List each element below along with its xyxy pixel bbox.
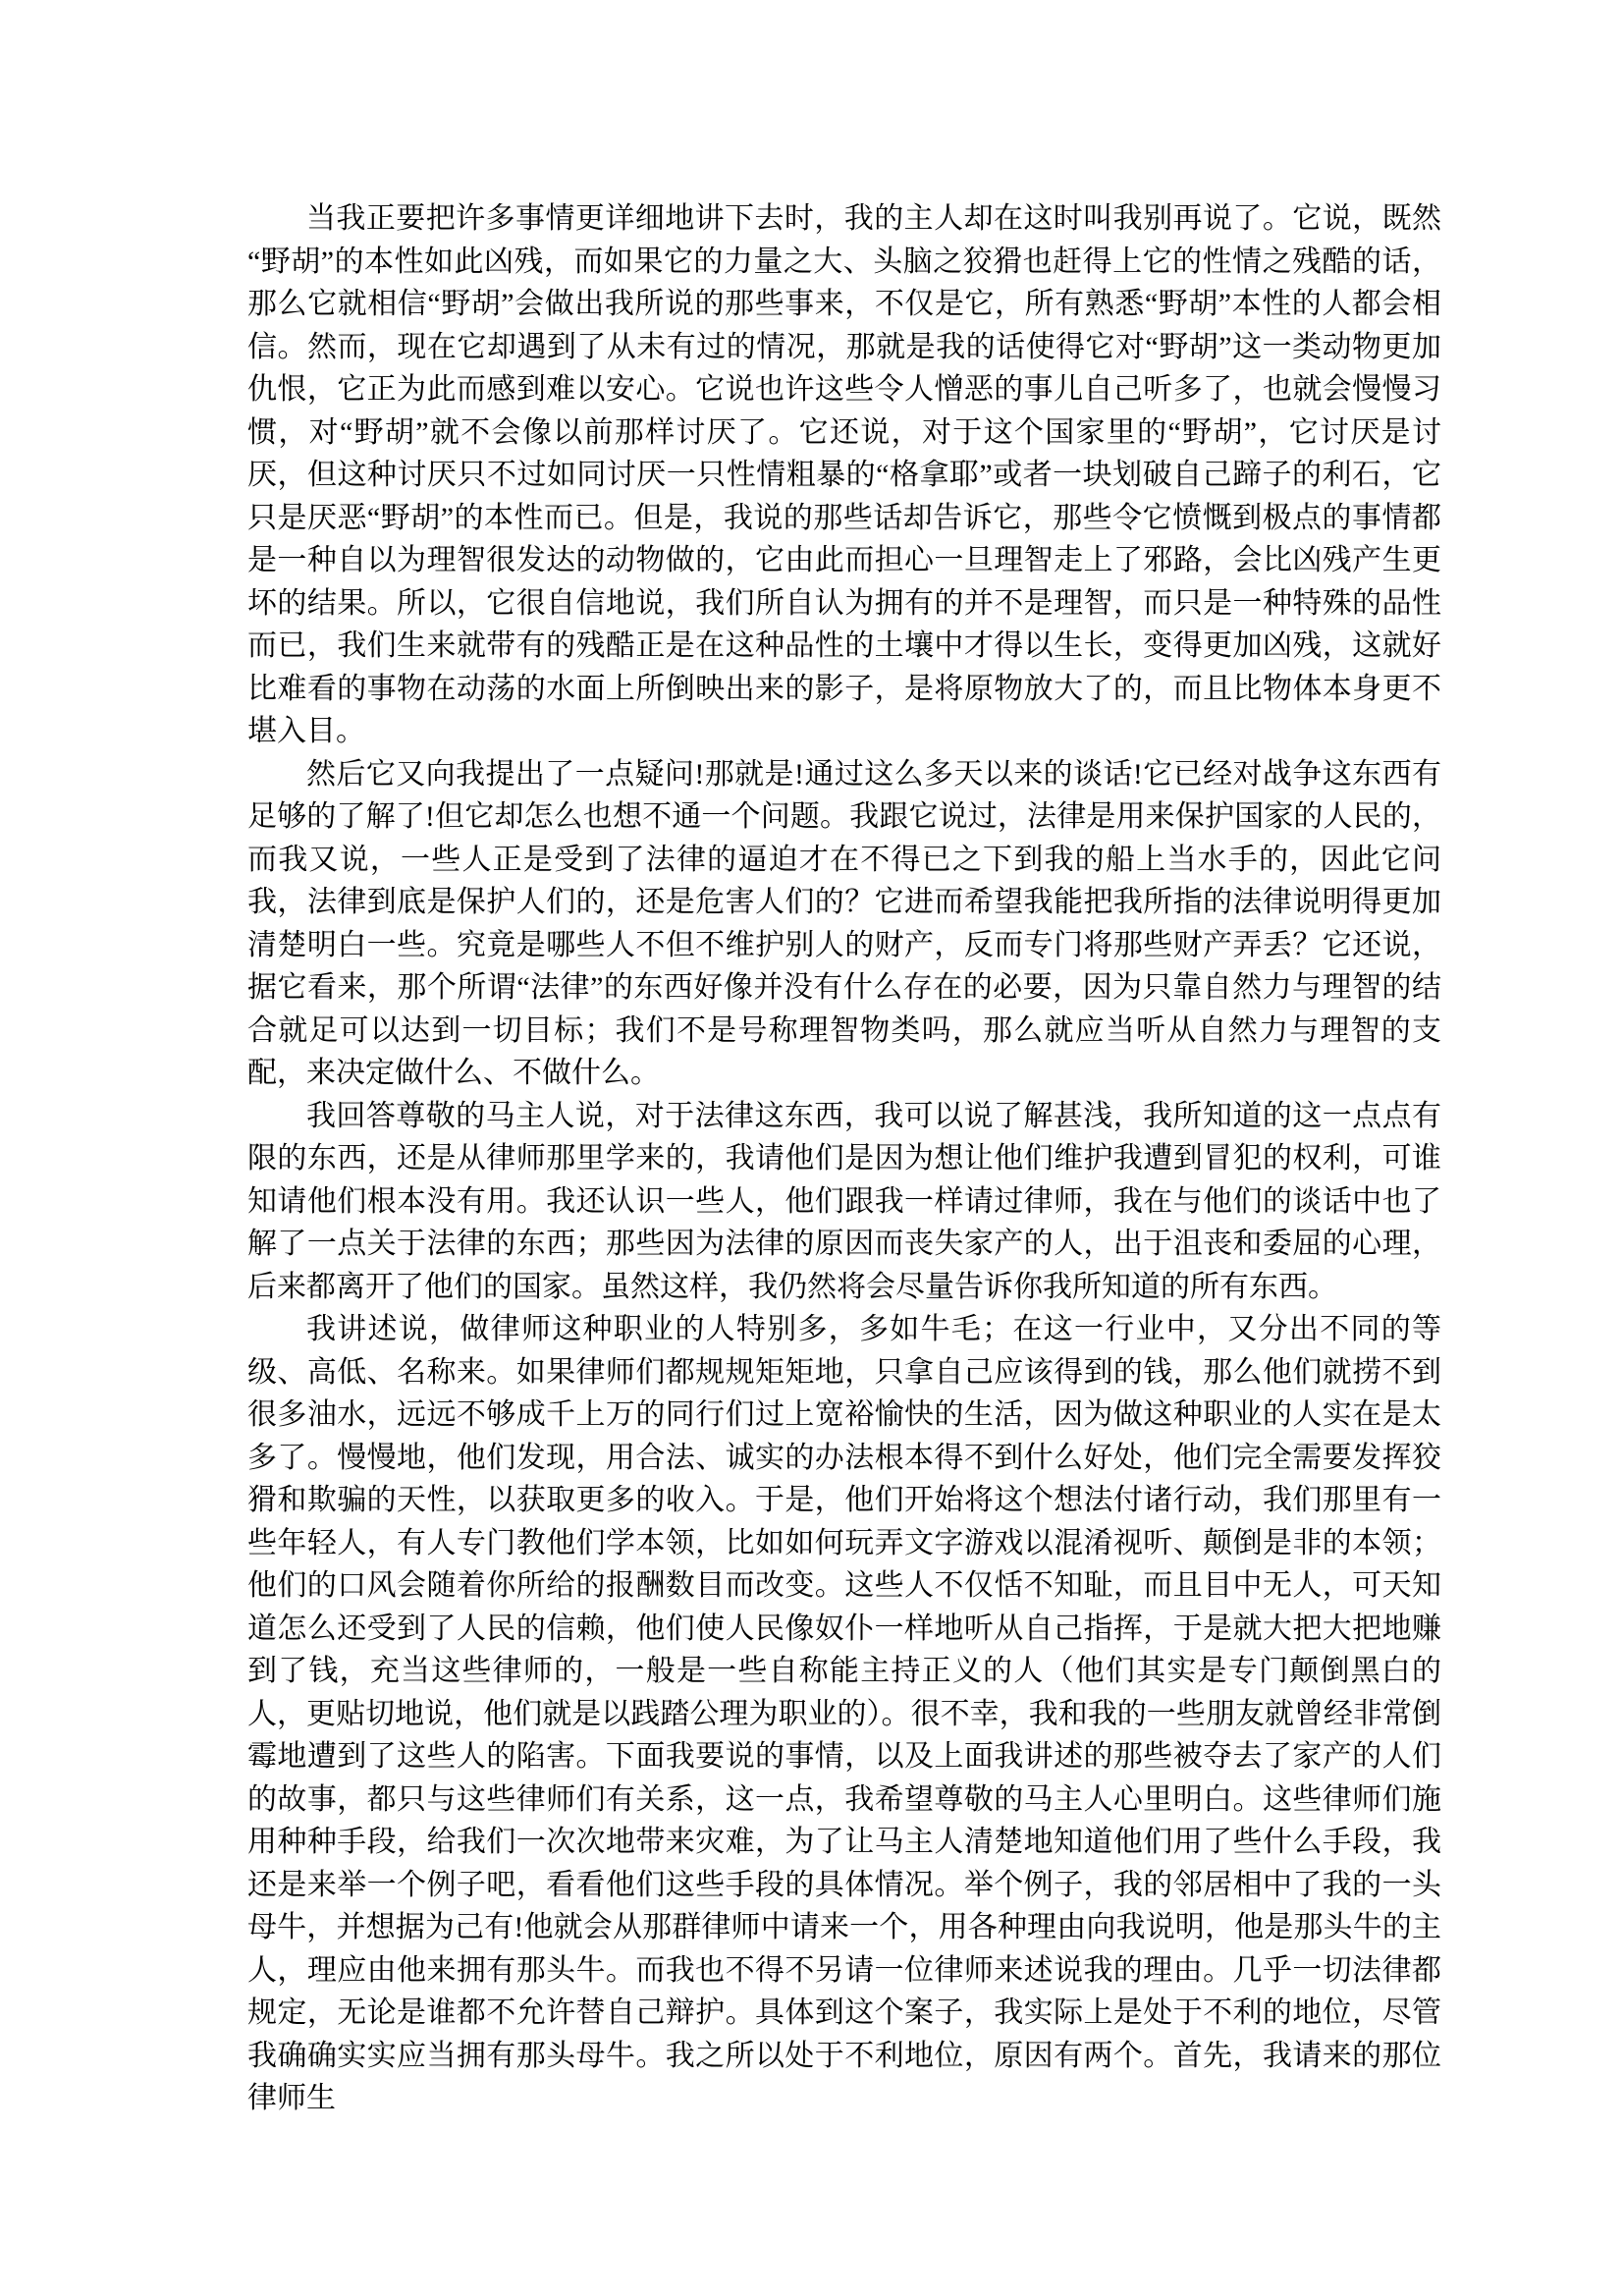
paragraph-3: 我回答尊敬的马主人说，对于法律这东西，我可以说了解甚浅，我所知道的这一点点有限的东西，还是从律师那里学来的，我请他们是因为想让他们维护我遭到冒犯的权利，可谁知请他们根本没有用。我还认识一些人，他们跟我一样请过律师，我在与他们的谈话中也了解了一点关于法律的东西；那些因为法律的原因而丧失家产的人，出于沮丧和委屈的心理，后来都离开了他们的国家。虽然这样，我仍然将会尽量告诉你我所知道的所有东西。 <box>247 1099 1441 1303</box>
paragraph-4: 我讲述说，做律师这种职业的人特别多，多如牛毛；在这一行业中，又分出不同的等级、高低、名称来。如果律师们都规规矩矩地，只拿自己应该得到的钱，那么他们就捞不到很多油水，远远不够成千上万的同行们过上宽裕愉快的生活，因为做这种职业的人实在是太多了。慢慢地，他们发现，用合法、诚实的办法根本得不到什么好处，他们完全需要发挥狡猾和欺骗的天性，以获取更多的收入。于是，他们开始将这个想法付诸行动，我们那里有一些年轻人，有人专门教他们学本领，比如如何玩弄文字游戏以混淆视听、颠倒是非的本领；他们的口风会随着你所给的报酬数目而改变。这些人不仅恬不知耻，而且目中无人，可天知道怎么还受到了人民的信赖，他们使人民像奴仆一样地听从自己指挥，于是就大把大把地赚到了钱，充当这些律师的，一般是一些自称能主持正义的人（他们其实是专门颠倒黑白的人，更贴切地说，他们就是以践踏公理为职业的）。很不幸，我和我的一些朋友就曾经非常倒霉地遭到了这些人的陷害。下面我要说的事情，以及上面我讲述的那些被夺去了家产的人们的故事，都只与这些律师们有关系，这一点，我希望尊敬的马主人心里明白。这些律师们施用种种手段，给我们一次次地带来灾难，为了让马主人清楚地知道他们用了些什么手段，我还是来举一个例子吧，看看他们这些手段的具体情况。举个例子，我的邻居相中了我的一头母牛，并想据为己有!他就会从那群律师中请来一个，用各种理由向我说明，他是那头牛的主人，理应由他来拥有那头牛。而我也不得不另请一位律师来述说我的理由。几乎一切法律都规定，无论是谁都不允许替自己辩护。具体到这个案子，我实际上是处于不利的地位，尽管我确确实实应当拥有那头母牛。我之所以处于不利地位，原因有两个。首先，我请来的那位律师生 <box>247 1313 1441 2114</box>
text-block <box>247 197 1441 2120</box>
paragraph-2: 然后它又向我提出了一点疑问!那就是!通过这么多天以来的谈话!它已经对战争这东西有足够的了解了!但它却怎么也想不通一个问题。我跟它说过，法律是用来保护国家的人民的，而我又说，一些人正是受到了法律的逼迫才在不得已之下到我的船上当水手的，因此它问我，法律到底是保护人们的，还是危害人们的？它进而希望我能把我所指的法律说明得更加清楚明白一些。究竟是哪些人不但不维护别人的财产，反而专门将那些财产弄丢？它还说，据它看来，那个所谓“法律”的东西好像并没有什么存在的必要，因为只靠自然力与理智的结合就足可以达到一切目标；我们不是号称理智物类吗，那么就应当听从自然力与理智的支配，来决定做什么、不做什么。 <box>247 757 1441 1089</box>
paragraph-1: 当我正要把许多事情更详细地讲下去时，我的主人却在这时叫我别再说了。它说，既然“野胡”的本性如此凶残，而如果它的力量之大、头脑之狡猾也赶得上它的性情之残酷的话，那么它就相信“野胡”会做出我所说的那些事来，不仅是它，所有熟悉“野胡”本性的人都会相信。然而，现在它却遇到了从未有过的情况，那就是我的话使得它对“野胡”这一类动物更加仇恨，它正为此而感到难以安心。它说也许这些令人憎恶的事儿自己听多了，也就会慢慢习惯，对“野胡”就不会像以前那样讨厌了。它还说，对于这个国家里的“野胡”，它讨厌是讨厌，但这种讨厌只不过如同讨厌一只性情粗暴的“格拿耶”或者一块划破自己蹄子的利石，它只是厌恶“野胡”的本性而已。但是，我说的那些话却告诉它，那些令它愤慨到极点的事情都是一种自以为理智很发达的动物做的，它由此而担心一旦理智走上了邪路，会比凶残产生更坏的结果。所以，它很自信地说，我们所自认为拥有的并不是理智，而只是一种特殊的品性而已，我们生来就带有的残酷正是在这种品性的土壤中才得以生长，变得更加凶残，这就好比难看的事物在动荡的水面上所倒映出来的影子，是将原物放大了的，而且比物体本身更不堪入目。 <box>247 202 1441 747</box>
